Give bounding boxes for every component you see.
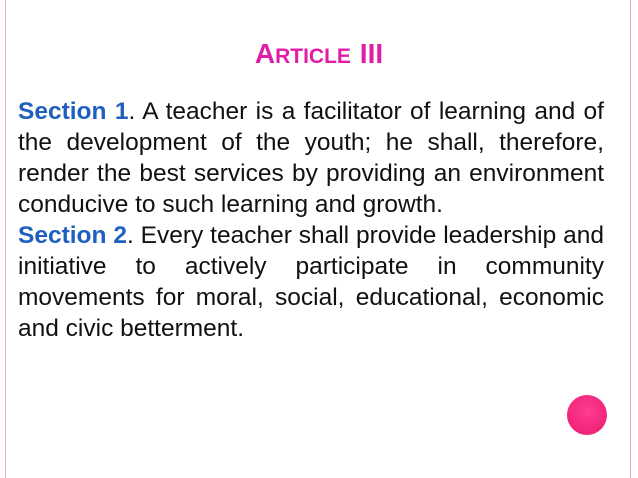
section-2-text: . Every teacher shall provide leadership and initiative to actively participate in community movements for moral, social, educational, economic and civic betterment. xyxy=(18,222,604,342)
section-1-label: Section 1 xyxy=(18,98,129,125)
left-border-line xyxy=(5,0,6,478)
title-rest: RTICLE xyxy=(275,45,351,68)
slide-title xyxy=(0,36,638,68)
title-number: III xyxy=(359,38,384,69)
decorative-circle xyxy=(567,395,607,435)
body-text xyxy=(18,96,604,344)
section-1-text: . A teacher is a facilitator of learning and of the development of the youth; he shall, therefore, render the best services by providing an environment conducive to such learning and growth. xyxy=(18,98,604,218)
section-2-label: Section 2 xyxy=(18,222,127,249)
title-initial: A xyxy=(254,38,276,69)
section-1-paragraph xyxy=(18,96,604,220)
section-2-paragraph xyxy=(18,220,604,344)
right-border-line xyxy=(630,0,631,478)
